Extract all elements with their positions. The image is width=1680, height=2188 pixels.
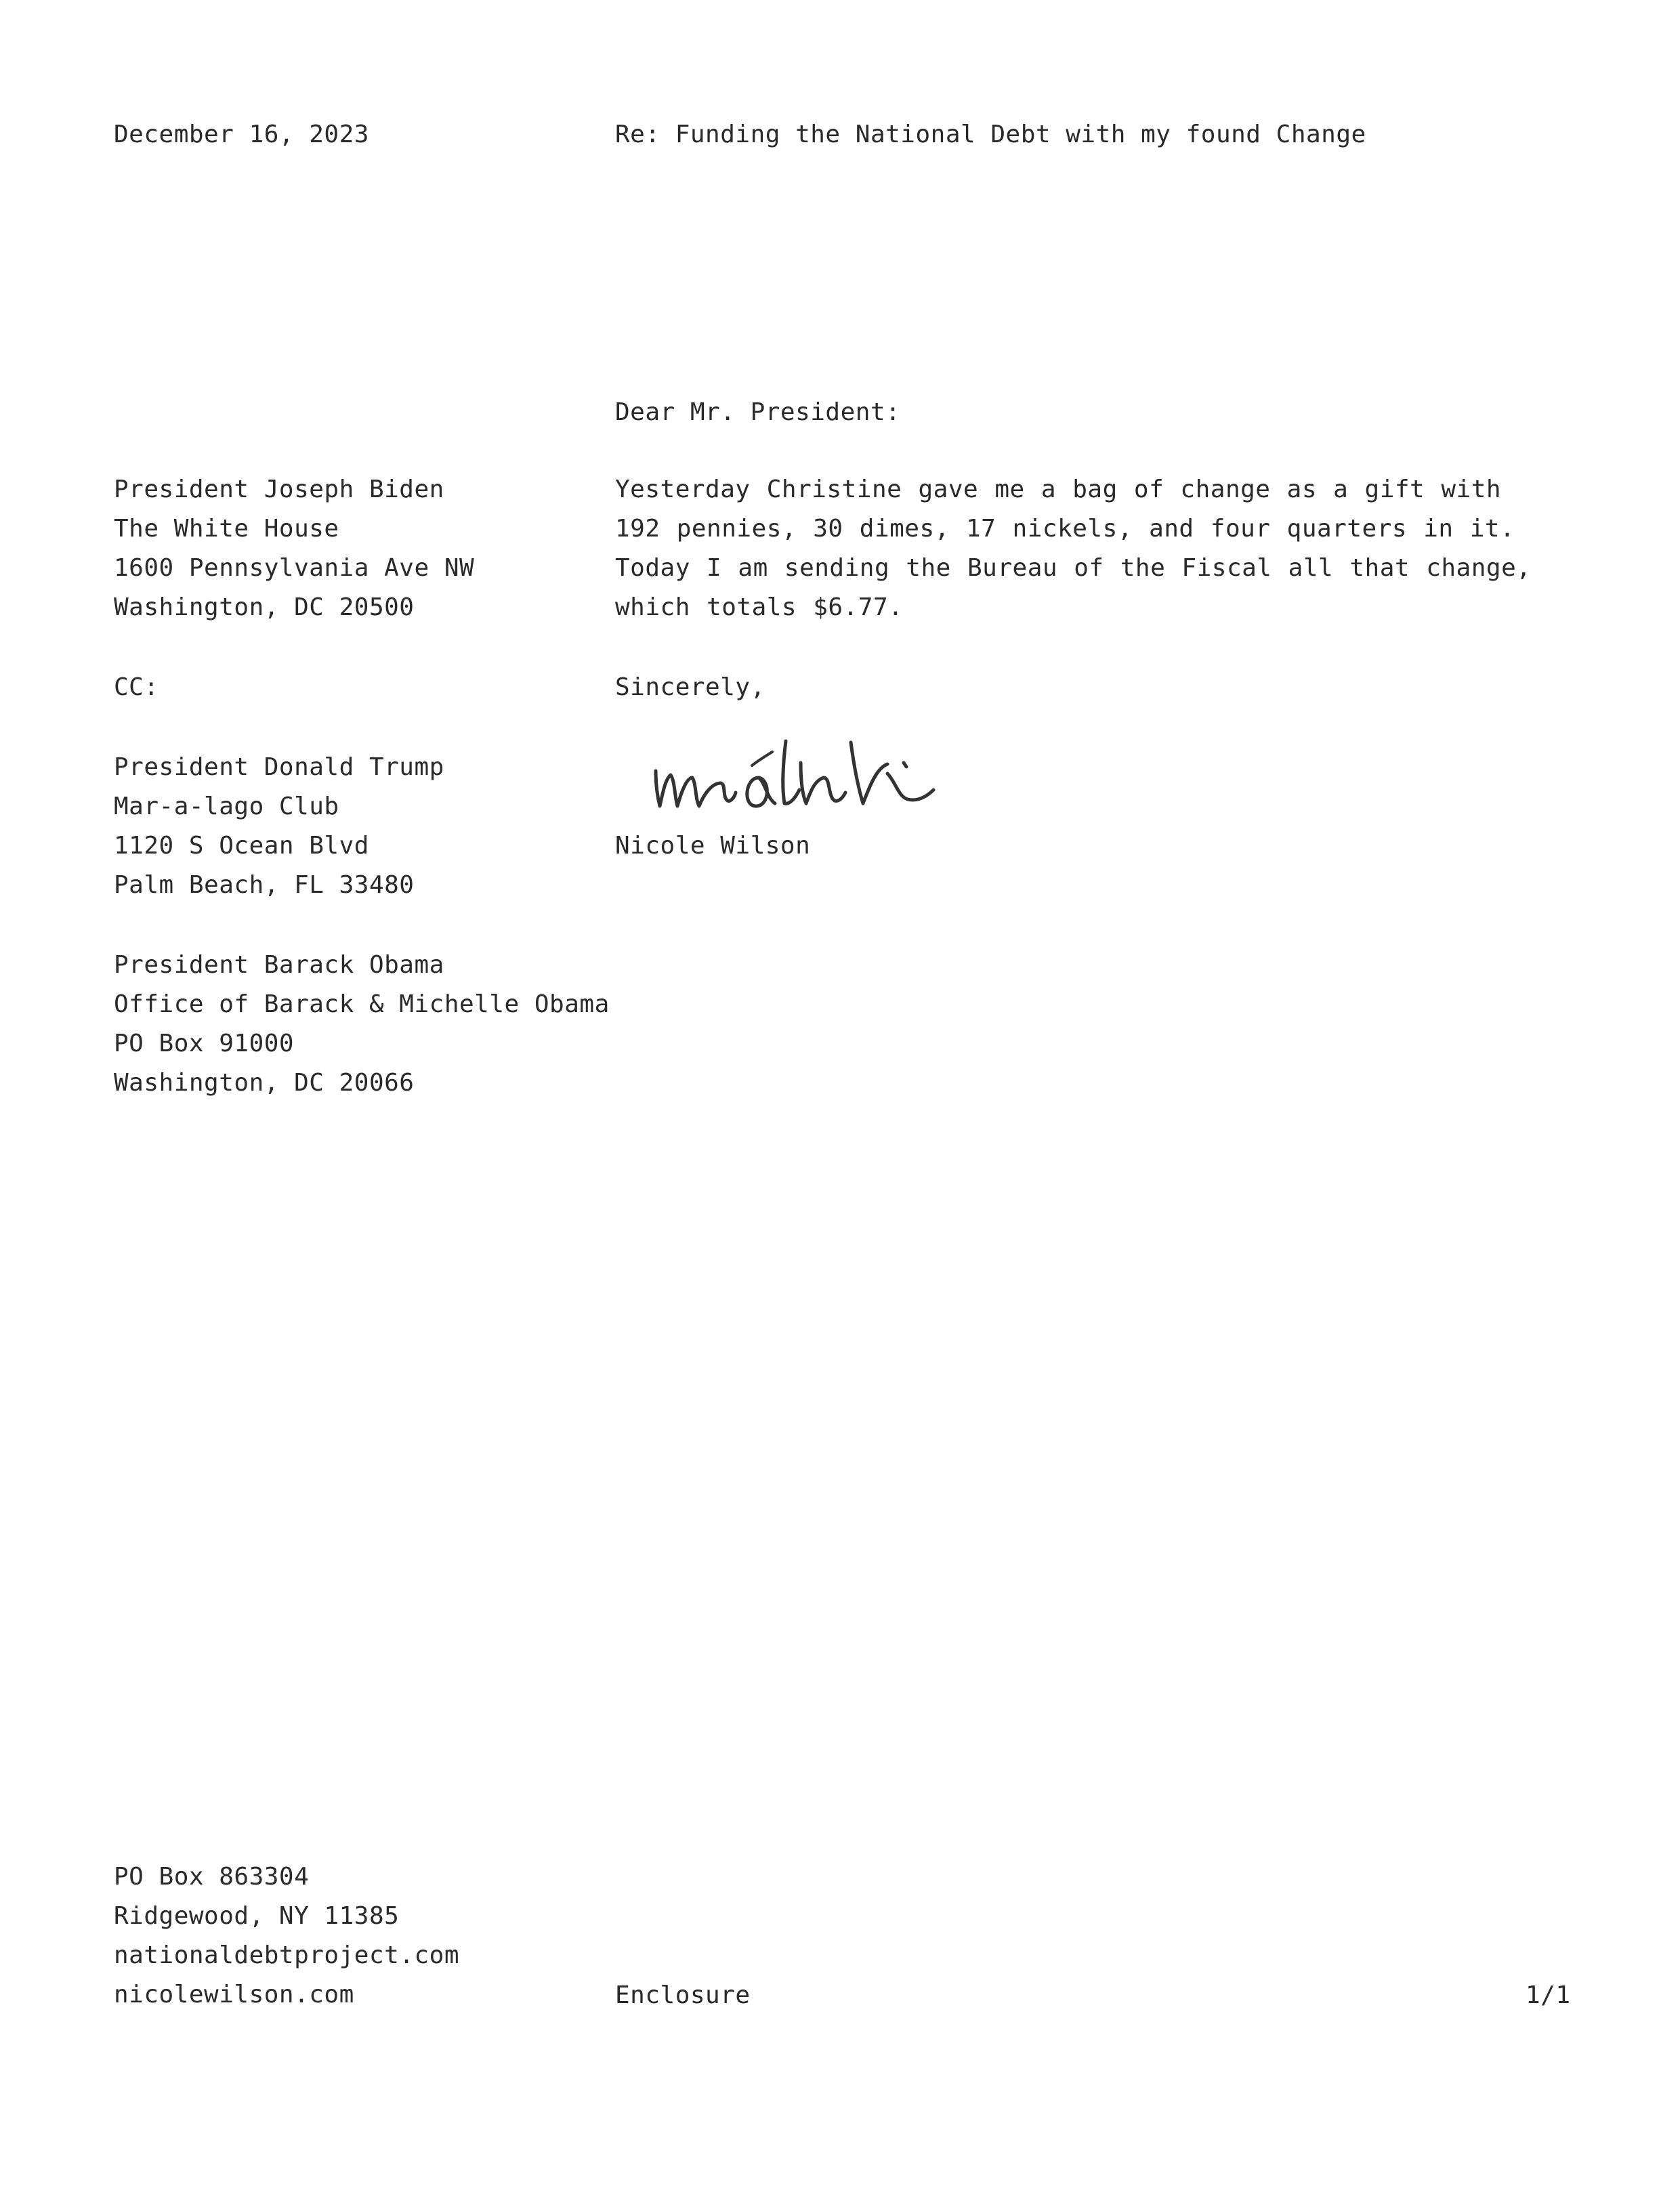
recipient-line: President Joseph Biden (114, 476, 444, 503)
recipient-address (114, 470, 474, 627)
cc-line: Palm Beach, FL 33480 (114, 871, 415, 899)
letter-subject: Re: Funding the National Debt with my found Change (615, 121, 1366, 148)
cc-line: PO Box 91000 (114, 1030, 295, 1057)
cc-line: President Donald Trump (114, 753, 444, 781)
sender-website: nicolewilson.com (114, 1981, 354, 2008)
closing: Sincerely, (615, 673, 765, 701)
cc-line: Office of Barack & Michelle Obama (114, 990, 610, 1018)
letter-body: Yesterday Christine gave me a bag of change as a gift with 192 pennies, 30 dimes, 17 nickels, and four quarters in it. Today I am sending the Bureau of the Fiscal all that change, which totals $6.77. (615, 476, 1532, 621)
sender-address (114, 1857, 459, 2015)
recipient-line: 1600 Pennsylvania Ave NW (114, 554, 475, 582)
sender-website: nationaldebtproject.com (114, 1941, 459, 1969)
letter-date: December 16, 2023 (114, 121, 369, 148)
cc-line: President Barack Obama (114, 951, 444, 979)
page-number: 1/1 (1526, 1981, 1571, 2009)
cc-line: 1120 S Ocean Blvd (114, 832, 369, 860)
handwritten-signature (650, 736, 942, 824)
signer-name: Nicole Wilson (615, 832, 811, 860)
enclosure-note: Enclosure (615, 1981, 751, 2009)
sender-line: PO Box 863304 (114, 1863, 310, 1891)
cc-line: Mar-a-lago Club (114, 793, 339, 820)
cc-address-trump (114, 748, 444, 905)
cc-address-obama (114, 946, 610, 1103)
cc-label: CC: (114, 673, 159, 701)
salutation: Dear Mr. President: (615, 398, 901, 426)
sender-line: Ridgewood, NY 11385 (114, 1902, 400, 1930)
recipient-line: Washington, DC 20500 (114, 593, 415, 621)
recipient-line: The White House (114, 515, 339, 543)
cc-line: Washington, DC 20066 (114, 1069, 415, 1097)
